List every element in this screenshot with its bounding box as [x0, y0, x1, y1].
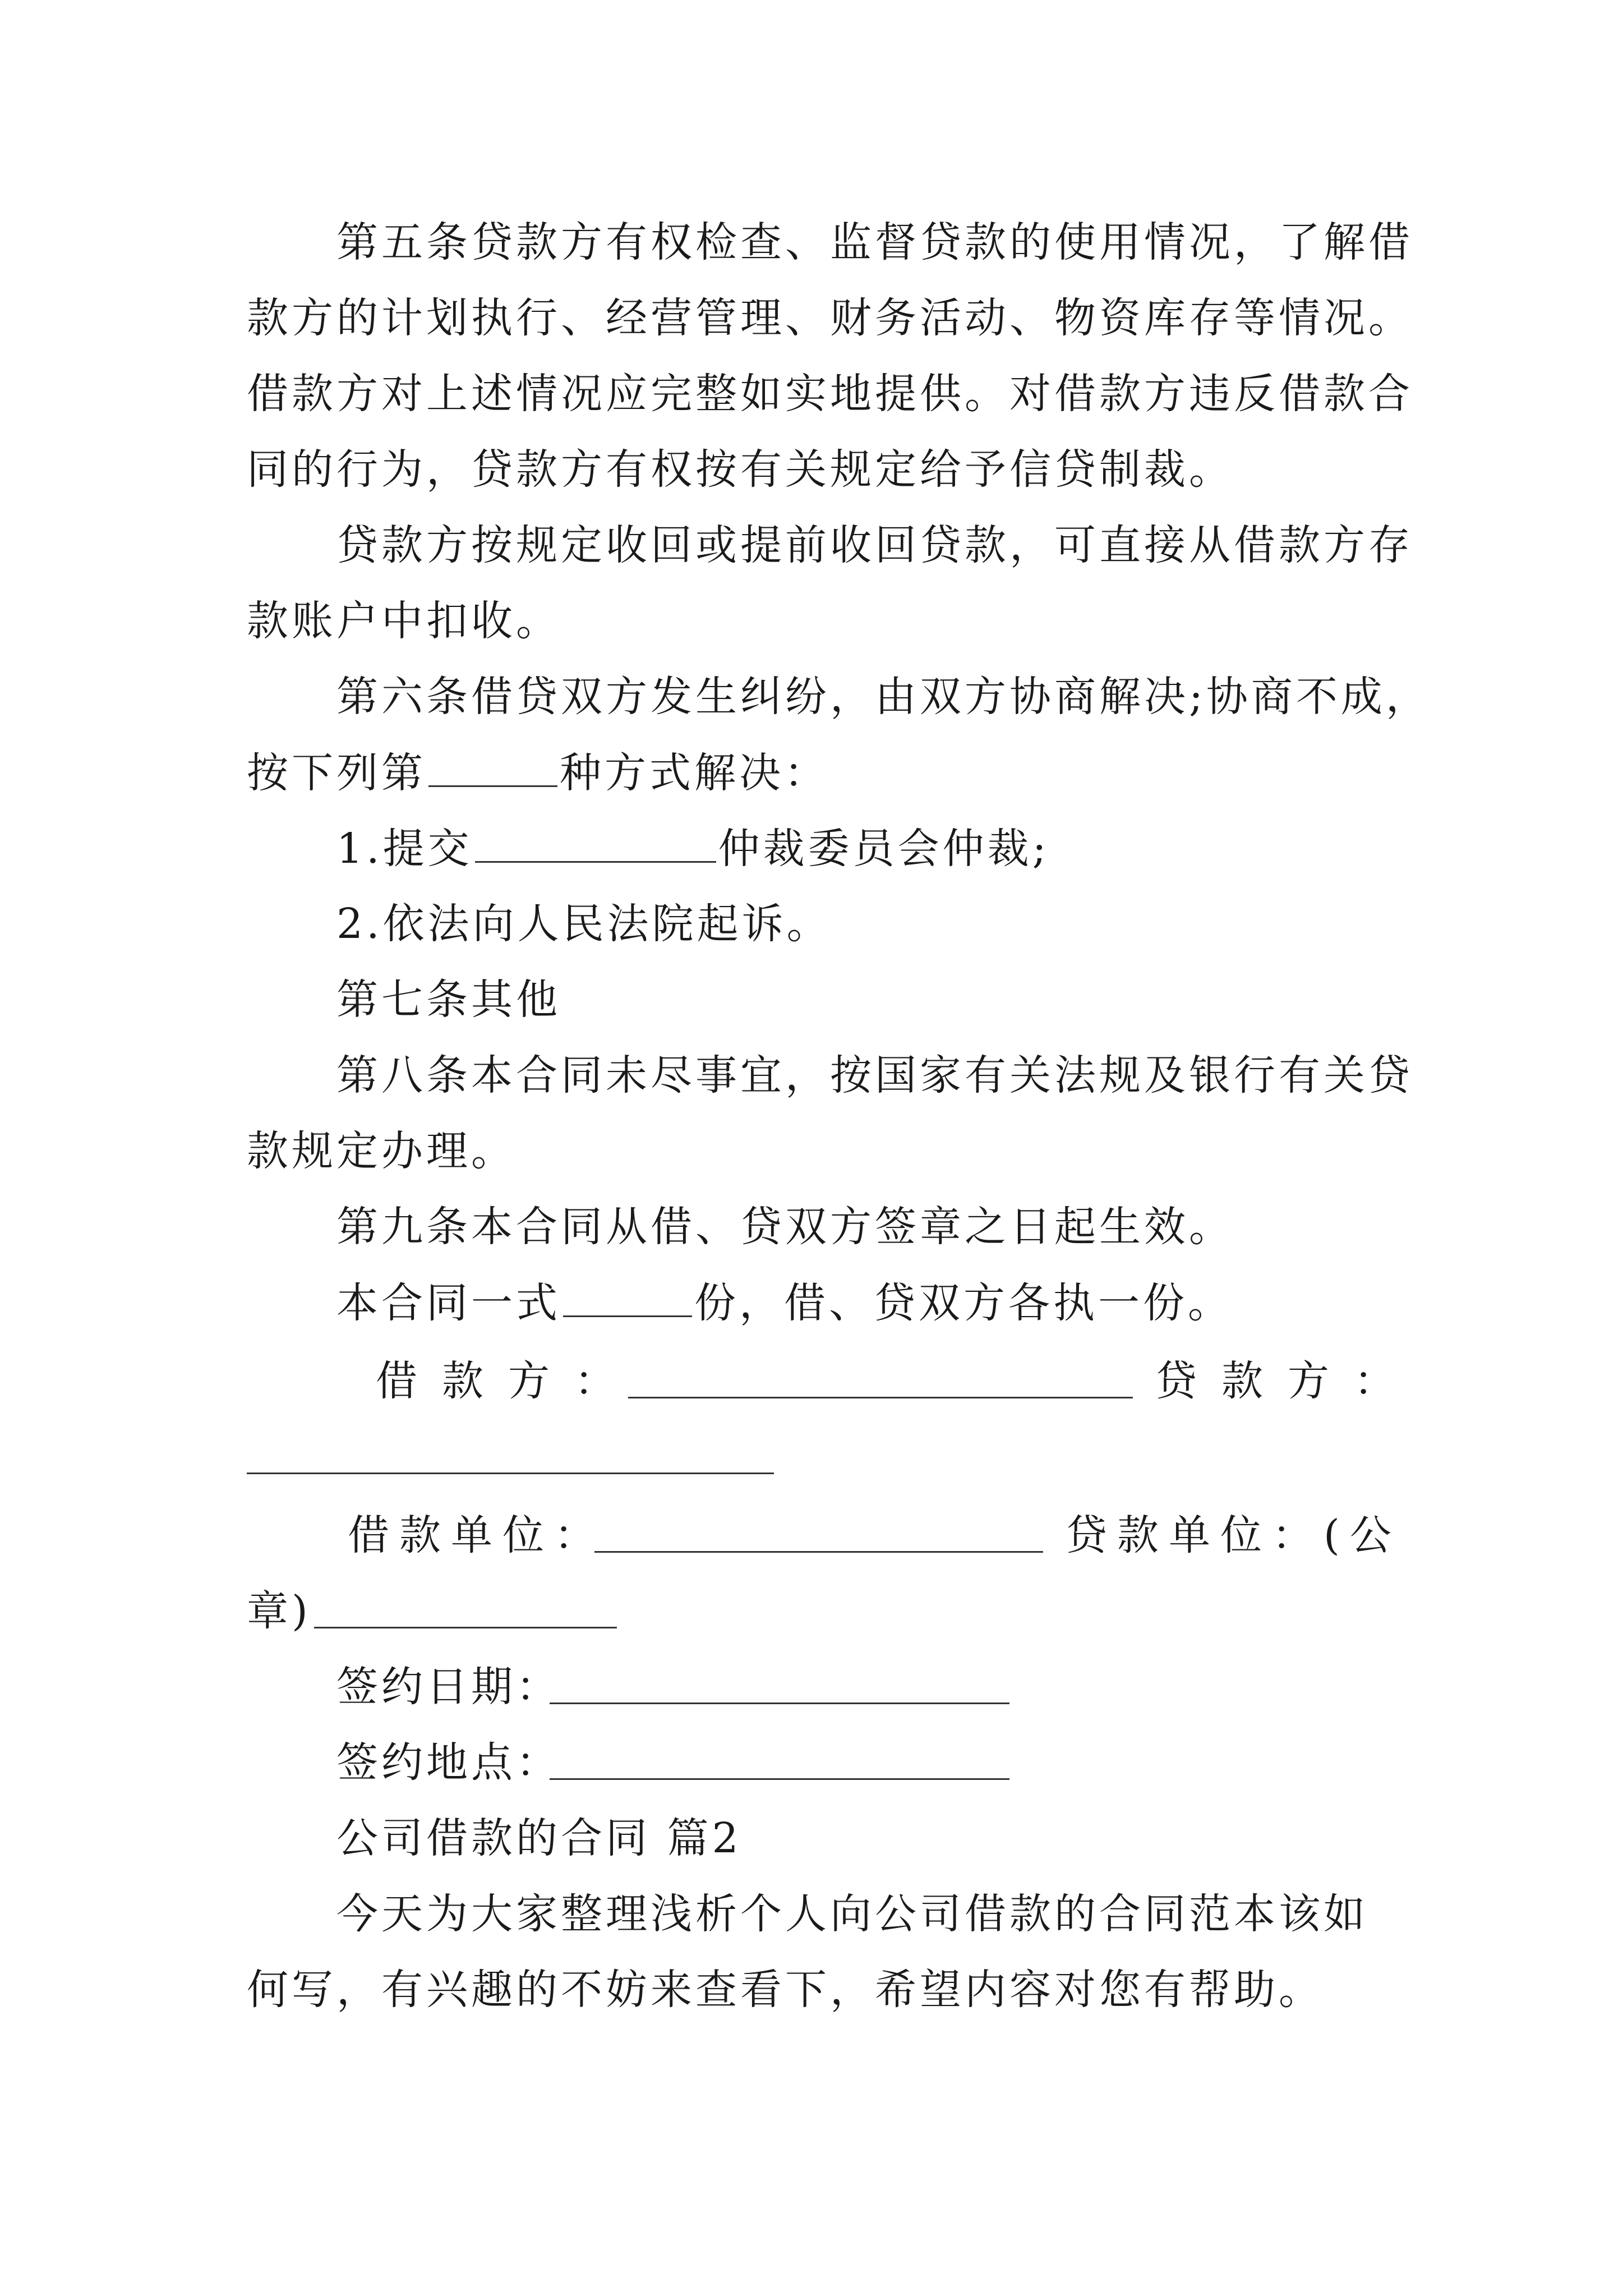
sign-date-label: 签约日期：: [336, 1663, 561, 1711]
lender-signature-line[interactable]: [247, 1473, 774, 1474]
article-9: 第九条本合同从借、贷双方签章之日起生效。: [336, 1203, 1234, 1251]
arbitration-item-prefix: 1.提交: [336, 825, 473, 873]
court-item: 2.依法向人民法院起诉。: [336, 900, 832, 948]
copies-line: [336, 1279, 1233, 1327]
lender-unit-label: 贷款单位：(公: [1066, 1511, 1401, 1559]
article-7: 第七条其他: [336, 976, 561, 1024]
section-2-title: 公司借款的合同 篇2: [336, 1814, 742, 1862]
article-8-line-1: 第八条本合同未尽事宜，按国家有关法规及银行有关贷: [336, 1051, 1413, 1099]
arbitration-item-suffix: 仲裁委员会仲裁;: [718, 825, 1050, 873]
borrower-unit-line[interactable]: [594, 1551, 1043, 1553]
borrower-unit-label: 借款单位：: [348, 1511, 606, 1559]
article-6-line-2: [247, 749, 829, 797]
copies-prefix: 本合同一式: [336, 1279, 561, 1327]
repayment-line-2: 款账户中扣收。: [247, 597, 561, 645]
borrower-label: 借款方：: [376, 1357, 640, 1405]
article-5-line-1: 第五条贷款方有权检查、监督贷款的使用情况，了解借: [336, 218, 1413, 266]
lender-unit-label-cont: 章): [247, 1587, 311, 1635]
sign-place-label: 签约地点：: [336, 1738, 561, 1787]
lender-label: 贷款方：: [1155, 1357, 1420, 1405]
article-5-line-4: 同的行为，贷款方有权按有关规定给予信贷制裁。: [247, 445, 1234, 494]
sign-place-line[interactable]: [550, 1778, 1009, 1780]
borrower-signature-line[interactable]: [628, 1397, 1133, 1398]
copies-suffix: 份，借、贷双方各执一份。: [694, 1279, 1233, 1327]
article-5-line-2: 款方的计划执行、经营管理、财务活动、物资库存等情况。: [247, 294, 1413, 342]
method-blank[interactable]: [428, 752, 557, 787]
article-6-line-1: 第六条借贷双方发生纠纷，由双方协商解决;协商不成，: [336, 673, 1431, 721]
arbitration-committee-blank[interactable]: [475, 827, 716, 863]
arbitration-item: [336, 825, 1050, 873]
article-8-line-2: 款规定办理。: [247, 1127, 516, 1175]
sign-date-line[interactable]: [550, 1703, 1009, 1704]
article-6-line-2-suffix: 种方式解决：: [560, 749, 829, 797]
document-page: [247, 0, 1431, 2296]
copies-blank[interactable]: [563, 1282, 692, 1317]
article-5-line-3: 借款方对上述情况应完整如实地提供。对借款方违反借款合: [247, 370, 1413, 418]
intro-line-2: 何写，有兴趣的不妨来查看下，希望内容对您有帮助。: [247, 1966, 1324, 2014]
repayment-line-1: 贷款方按规定收回或提前收回贷款，可直接从借款方存: [336, 521, 1413, 569]
intro-line-1: 今天为大家整理浅析个人向公司借款的合同范本该如: [336, 1890, 1368, 1938]
lender-unit-line[interactable]: [314, 1627, 617, 1628]
article-6-line-2-prefix: 按下列第: [247, 749, 426, 797]
